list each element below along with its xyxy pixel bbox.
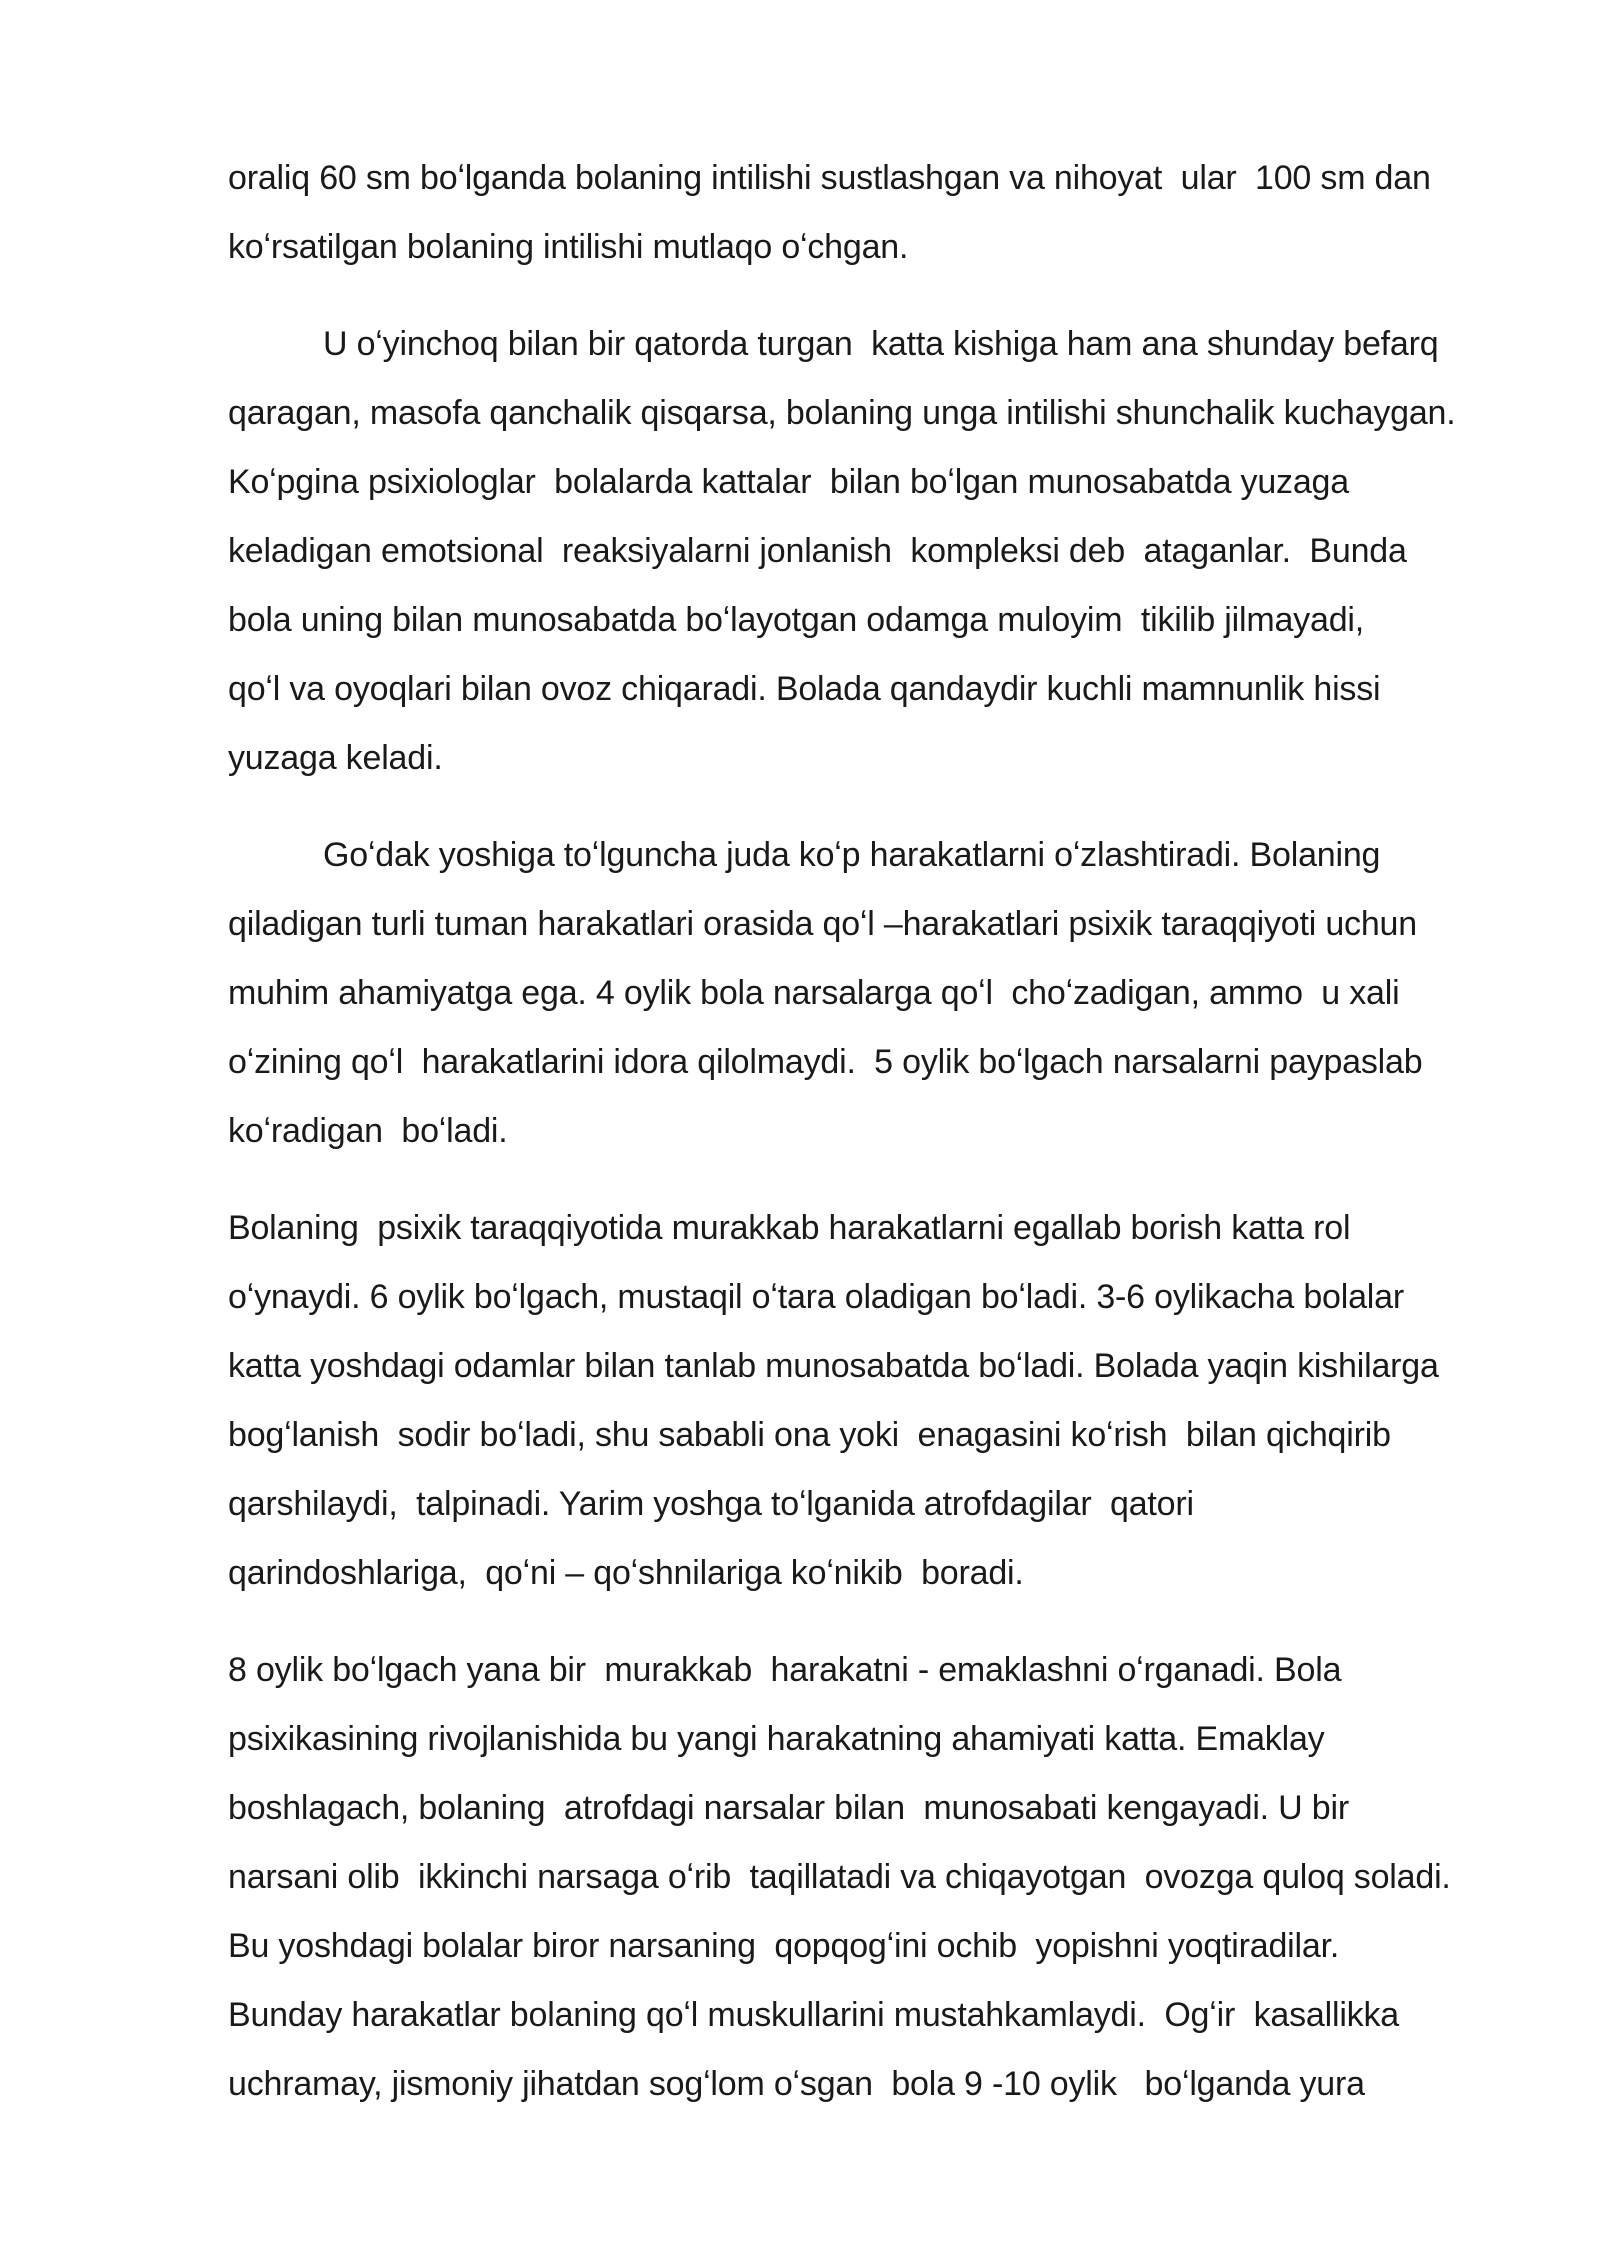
text-line: qiladigan turli tuman harakatlari orasida qoʻl –harakatlari psixik taraqqiyoti uchun <box>228 905 1417 943</box>
text-line: qoʻl va oyoqlari bilan ovoz chiqaradi. Bolada qandaydir kuchli mamnunlik hissi <box>228 670 1381 708</box>
paragraph <box>228 144 1518 282</box>
paragraph-spacing <box>228 1608 1518 1636</box>
text-line: oʻzining qoʻl harakatlarini idora qilolmaydi. 5 oylik boʻlgach narsalarni paypaslab <box>228 1043 1423 1081</box>
text-line: yuzaga keladi. <box>228 739 443 777</box>
text-line: 8 oylik boʻlgach yana bir murakkab harakatni - emaklashni oʻrganadi. Bola <box>228 1651 1342 1689</box>
paragraph <box>228 821 1518 1166</box>
paragraph <box>228 310 1518 793</box>
text-line: oraliq 60 sm boʻlganda bolaning intilishi sustlashgan va nihoyat ular 100 sm dan <box>228 159 1431 197</box>
text-line: Bu yoshdagi bolalar biror narsaning qopqogʻini ochib yopishni yoqtiradilar. <box>228 1927 1340 1965</box>
text-line: muhim ahamiyatga ega. 4 oylik bola narsalarga qoʻl choʻzadigan, ammo u xali <box>228 974 1400 1012</box>
document-body <box>228 144 1518 2119</box>
text-line: koʻrsatilgan bolaning intilishi mutlaqo oʻchgan. <box>228 228 909 266</box>
text-line: keladigan emotsional reaksiyalarni jonlanish kompleksi deb ataganlar. Bunda <box>228 532 1407 570</box>
text-line: oʻynaydi. 6 oylik boʻlgach, mustaqil oʻtara oladigan boʻladi. 3-6 oylikacha bolalar <box>228 1278 1404 1316</box>
text-line: qaragan, masofa qanchalik qisqarsa, bolaning unga intilishi shunchalik kuchaygan. <box>228 394 1456 432</box>
paragraph-spacing <box>228 793 1518 821</box>
text-line: boshlagach, bolaning atrofdagi narsalar bilan munosabati kengayadi. U bir <box>228 1789 1349 1827</box>
paragraph <box>228 1194 1518 1608</box>
text-line: bola uning bilan munosabatda boʻlayotgan odamga muloyim tikilib jilmayadi, <box>228 601 1365 639</box>
text-line: qarshilaydi, talpinadi. Yarim yoshga toʻlganida atrofdagilar qatori <box>228 1485 1194 1523</box>
paragraph-spacing <box>228 1166 1518 1194</box>
text-line: Bolaning psixik taraqqiyotida murakkab harakatlarni egallab borish katta rol <box>228 1209 1351 1247</box>
text-line: qarindoshlariga, qoʻni – qoʻshnilariga koʻnikib boradi. <box>228 1554 1024 1592</box>
text-line: psixikasining rivojlanishida bu yangi harakatning ahamiyati katta. Emaklay <box>228 1720 1325 1758</box>
text-line: narsani olib ikkinchi narsaga oʻrib taqillatadi va chiqayotgan ovozga quloq soladi. <box>228 1858 1451 1896</box>
paragraph <box>228 1636 1518 2119</box>
paragraph-spacing <box>228 282 1518 310</box>
text-line: katta yoshdagi odamlar bilan tanlab munosabatda boʻladi. Bolada yaqin kishilarga <box>228 1347 1439 1385</box>
text-line: bogʻlanish sodir boʻladi, shu sababli ona yoki enagasini koʻrish bilan qichqirib <box>228 1416 1391 1454</box>
text-line: uchramay, jismoniy jihatdan sogʻlom oʻsgan bola 9 -10 oylik boʻlganda yura <box>228 2065 1365 2103</box>
text-line: Bunday harakatlar bolaning qoʻl muskullarini mustahkamlaydi. Ogʻir kasallikka <box>228 1996 1399 2034</box>
text-line: U oʻyinchoq bilan bir qatorda turgan katta kishiga ham ana shunday befarq <box>323 325 1439 363</box>
text-line: Goʻdak yoshiga toʻlguncha juda koʻp harakatlarni oʻzlashtiradi. Bolaning <box>323 836 1381 874</box>
text-line: Koʻpgina psixiologlar bolalarda kattalar bilan boʻlgan munosabatda yuzaga <box>228 463 1349 501</box>
text-line: koʻradigan boʻladi. <box>228 1112 508 1150</box>
